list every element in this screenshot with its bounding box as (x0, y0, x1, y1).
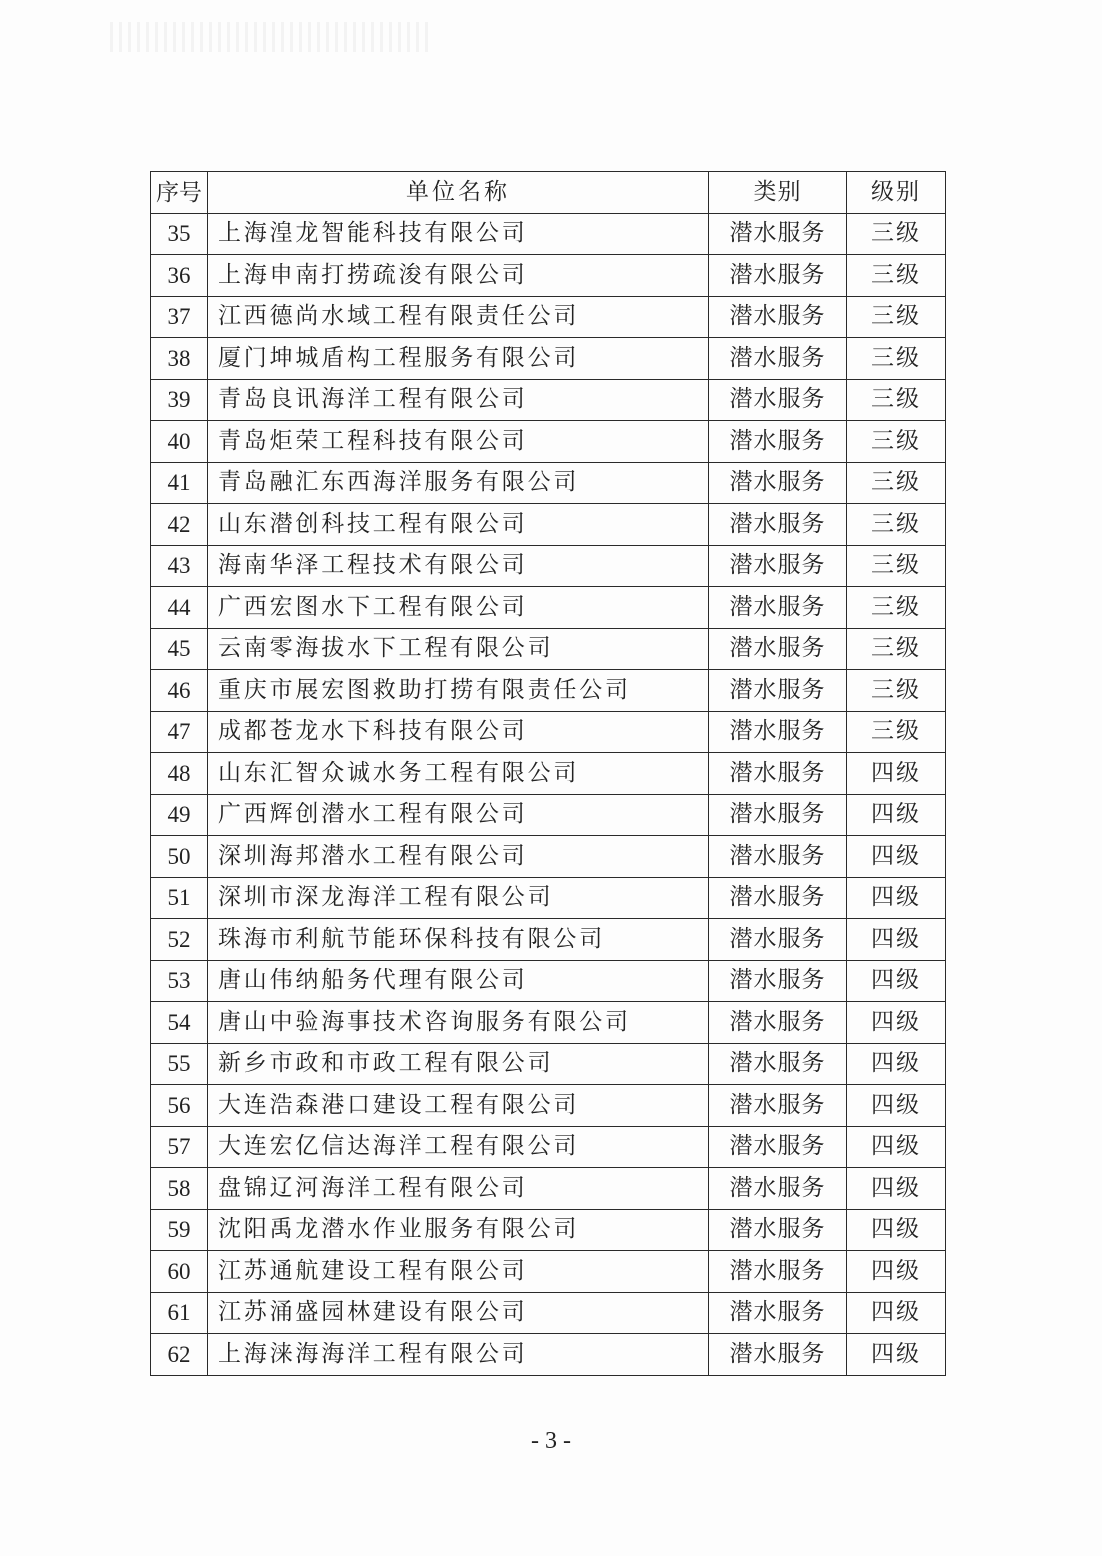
cell-category: 潜水服务 (709, 711, 847, 753)
cell-category: 潜水服务 (709, 960, 847, 1002)
cell-serial-number: 39 (151, 379, 208, 421)
cell-serial-number: 49 (151, 794, 208, 836)
cell-category: 潜水服务 (709, 421, 847, 463)
cell-level: 三级 (847, 338, 946, 380)
cell-serial-number: 44 (151, 587, 208, 629)
cell-category: 潜水服务 (709, 877, 847, 919)
cell-level: 三级 (847, 421, 946, 463)
cell-serial-number: 60 (151, 1251, 208, 1293)
cell-category: 潜水服务 (709, 1085, 847, 1127)
cell-company-name: 唐山伟纳船务代理有限公司 (208, 960, 709, 1002)
table-row (151, 628, 946, 670)
cell-level: 三级 (847, 255, 946, 297)
cell-serial-number: 48 (151, 753, 208, 795)
cell-company-name: 沈阳禹龙潜水作业服务有限公司 (208, 1209, 709, 1251)
table-row (151, 587, 946, 629)
table-row (151, 1085, 946, 1127)
cell-serial-number: 52 (151, 919, 208, 961)
table-row (151, 421, 946, 463)
cell-category: 潜水服务 (709, 296, 847, 338)
table-row (151, 504, 946, 546)
cell-category: 潜水服务 (709, 1168, 847, 1210)
cell-level: 三级 (847, 379, 946, 421)
cell-level: 四级 (847, 1002, 946, 1044)
cell-company-name: 江西德尚水域工程有限责任公司 (208, 296, 709, 338)
cell-company-name: 云南零海拔水下工程有限公司 (208, 628, 709, 670)
cell-company-name: 广西辉创潜水工程有限公司 (208, 794, 709, 836)
table-row (151, 1292, 946, 1334)
cell-serial-number: 35 (151, 213, 208, 255)
cell-level: 三级 (847, 587, 946, 629)
header-level: 级别 (847, 172, 946, 214)
cell-serial-number: 43 (151, 545, 208, 587)
cell-company-name: 江苏通航建设工程有限公司 (208, 1251, 709, 1293)
cell-level: 三级 (847, 213, 946, 255)
cell-category: 潜水服务 (709, 1002, 847, 1044)
cell-level: 四级 (847, 1126, 946, 1168)
table-header-row (151, 172, 946, 214)
cell-category: 潜水服务 (709, 753, 847, 795)
table-body (151, 213, 946, 1375)
table-row (151, 545, 946, 587)
header-category: 类别 (709, 172, 847, 214)
cell-company-name: 青岛炬荣工程科技有限公司 (208, 421, 709, 463)
scan-artifact (110, 22, 430, 52)
cell-level: 四级 (847, 1292, 946, 1334)
cell-category: 潜水服务 (709, 213, 847, 255)
table-row (151, 711, 946, 753)
cell-category: 潜水服务 (709, 1126, 847, 1168)
cell-company-name: 江苏涌盛园林建设有限公司 (208, 1292, 709, 1334)
table-row (151, 255, 946, 297)
cell-level: 四级 (847, 1209, 946, 1251)
cell-serial-number: 62 (151, 1334, 208, 1376)
cell-serial-number: 40 (151, 421, 208, 463)
cell-level: 三级 (847, 296, 946, 338)
table-row (151, 670, 946, 712)
cell-serial-number: 61 (151, 1292, 208, 1334)
table-row (151, 794, 946, 836)
table-row (151, 1043, 946, 1085)
table-row (151, 753, 946, 795)
cell-category: 潜水服务 (709, 255, 847, 297)
cell-category: 潜水服务 (709, 1209, 847, 1251)
cell-serial-number: 59 (151, 1209, 208, 1251)
cell-company-name: 深圳海邦潜水工程有限公司 (208, 836, 709, 878)
cell-serial-number: 58 (151, 1168, 208, 1210)
cell-serial-number: 38 (151, 338, 208, 380)
cell-company-name: 上海涞海海洋工程有限公司 (208, 1334, 709, 1376)
cell-category: 潜水服务 (709, 1043, 847, 1085)
cell-company-name: 山东汇智众诚水务工程有限公司 (208, 753, 709, 795)
company-table (150, 171, 946, 1376)
cell-serial-number: 37 (151, 296, 208, 338)
cell-serial-number: 53 (151, 960, 208, 1002)
cell-category: 潜水服务 (709, 587, 847, 629)
table-row (151, 919, 946, 961)
cell-serial-number: 50 (151, 836, 208, 878)
cell-category: 潜水服务 (709, 504, 847, 546)
cell-level: 四级 (847, 836, 946, 878)
cell-category: 潜水服务 (709, 919, 847, 961)
cell-company-name: 青岛融汇东西海洋服务有限公司 (208, 462, 709, 504)
cell-company-name: 上海申南打捞疏浚有限公司 (208, 255, 709, 297)
cell-category: 潜水服务 (709, 1251, 847, 1293)
header-company-name: 单位名称 (208, 172, 709, 214)
cell-company-name: 大连宏亿信达海洋工程有限公司 (208, 1126, 709, 1168)
cell-category: 潜水服务 (709, 545, 847, 587)
cell-company-name: 深圳市深龙海洋工程有限公司 (208, 877, 709, 919)
cell-level: 三级 (847, 628, 946, 670)
cell-level: 三级 (847, 545, 946, 587)
page-number: - 3 - (531, 1428, 571, 1454)
table-row (151, 1251, 946, 1293)
table-row (151, 296, 946, 338)
cell-level: 三级 (847, 462, 946, 504)
table-row (151, 877, 946, 919)
table-row (151, 1168, 946, 1210)
cell-serial-number: 46 (151, 670, 208, 712)
cell-company-name: 海南华泽工程技术有限公司 (208, 545, 709, 587)
cell-serial-number: 42 (151, 504, 208, 546)
cell-category: 潜水服务 (709, 338, 847, 380)
header-serial-number: 序号 (151, 172, 208, 214)
cell-level: 四级 (847, 877, 946, 919)
cell-category: 潜水服务 (709, 1334, 847, 1376)
table-row (151, 338, 946, 380)
cell-serial-number: 45 (151, 628, 208, 670)
cell-level: 四级 (847, 1043, 946, 1085)
cell-company-name: 上海湟龙智能科技有限公司 (208, 213, 709, 255)
cell-level: 四级 (847, 1168, 946, 1210)
cell-serial-number: 55 (151, 1043, 208, 1085)
cell-company-name: 广西宏图水下工程有限公司 (208, 587, 709, 629)
table-row (151, 1334, 946, 1376)
cell-company-name: 青岛良讯海洋工程有限公司 (208, 379, 709, 421)
cell-level: 三级 (847, 670, 946, 712)
cell-level: 四级 (847, 1251, 946, 1293)
cell-category: 潜水服务 (709, 462, 847, 504)
cell-serial-number: 51 (151, 877, 208, 919)
cell-serial-number: 57 (151, 1126, 208, 1168)
cell-category: 潜水服务 (709, 379, 847, 421)
table-row (151, 379, 946, 421)
table-row (151, 213, 946, 255)
cell-category: 潜水服务 (709, 670, 847, 712)
cell-company-name: 新乡市政和市政工程有限公司 (208, 1043, 709, 1085)
cell-category: 潜水服务 (709, 1292, 847, 1334)
cell-level: 三级 (847, 711, 946, 753)
cell-level: 四级 (847, 753, 946, 795)
cell-category: 潜水服务 (709, 628, 847, 670)
cell-level: 四级 (847, 919, 946, 961)
cell-level: 四级 (847, 794, 946, 836)
table-row (151, 1126, 946, 1168)
cell-company-name: 重庆市展宏图救助打捞有限责任公司 (208, 670, 709, 712)
cell-level: 三级 (847, 504, 946, 546)
table-row (151, 1002, 946, 1044)
cell-level: 四级 (847, 1085, 946, 1127)
table-row (151, 1209, 946, 1251)
cell-company-name: 山东潜创科技工程有限公司 (208, 504, 709, 546)
cell-serial-number: 54 (151, 1002, 208, 1044)
cell-serial-number: 47 (151, 711, 208, 753)
cell-category: 潜水服务 (709, 794, 847, 836)
table-row (151, 462, 946, 504)
cell-company-name: 珠海市利航节能环保科技有限公司 (208, 919, 709, 961)
cell-level: 四级 (847, 960, 946, 1002)
cell-company-name: 盘锦辽河海洋工程有限公司 (208, 1168, 709, 1210)
cell-company-name: 成都苍龙水下科技有限公司 (208, 711, 709, 753)
cell-serial-number: 41 (151, 462, 208, 504)
cell-company-name: 唐山中验海事技术咨询服务有限公司 (208, 1002, 709, 1044)
table-row (151, 836, 946, 878)
cell-company-name: 厦门坤城盾构工程服务有限公司 (208, 338, 709, 380)
cell-category: 潜水服务 (709, 836, 847, 878)
cell-serial-number: 36 (151, 255, 208, 297)
cell-company-name: 大连浩森港口建设工程有限公司 (208, 1085, 709, 1127)
cell-level: 四级 (847, 1334, 946, 1376)
cell-serial-number: 56 (151, 1085, 208, 1127)
table-row (151, 960, 946, 1002)
